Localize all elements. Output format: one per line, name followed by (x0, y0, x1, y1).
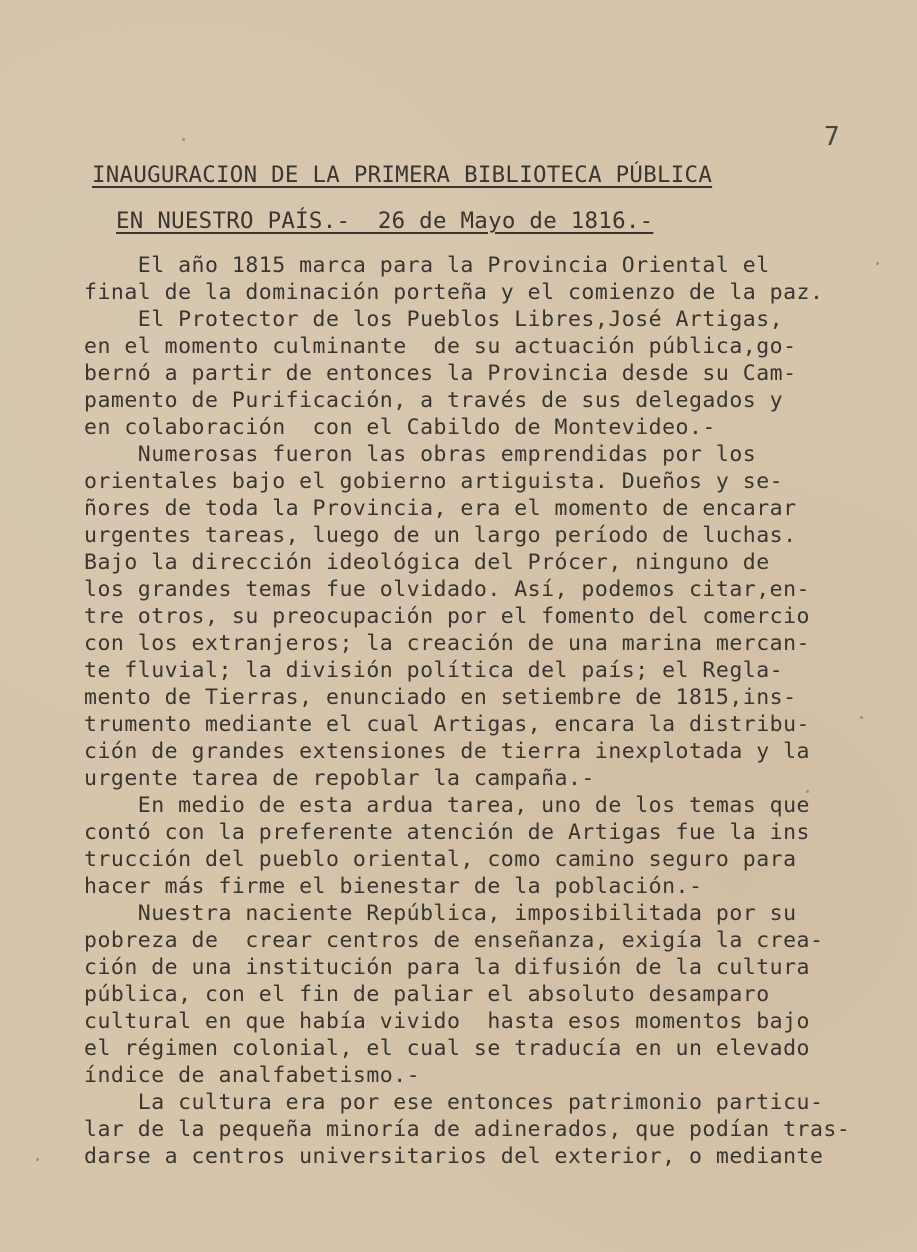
text-line: En medio de esta ardua tarea, uno de los temas que (84, 793, 810, 818)
paper-speck (876, 262, 879, 265)
text-line: bernó a partir de entonces la Provincia desde su Cam- (84, 361, 797, 386)
paper-speck (36, 1158, 39, 1161)
text-line: darse a centros universitarios del exterior, o mediante (84, 1144, 824, 1169)
text-line: trumento mediante el cual Artigas, encara la distribu- (84, 712, 810, 737)
text-line: La cultura era por ese entonces patrimonio particu- (84, 1090, 824, 1115)
document-title: INAUGURACION DE LA PRIMERA BIBLIOTECA PÚBLICA (92, 162, 713, 188)
paper-speck (182, 138, 185, 141)
text-line: tre otros, su preocupación por el fomento del comercio (84, 604, 810, 629)
text-line: El año 1815 marca para la Provincia Oriental el (84, 253, 770, 278)
page-number: 7 (824, 122, 840, 152)
text-line: ción de una institución para la difusión de la cultura (84, 955, 810, 980)
document-subtitle: EN NUESTRO PAÍS.- 26 de Mayo de 1816.- (116, 208, 654, 234)
text-line: El Protector de los Pueblos Libres,José Artigas, (84, 307, 784, 332)
text-line: el régimen colonial, el cual se traducía en un elevado (84, 1036, 810, 1061)
text-line: ñores de toda la Provincia, era el momento de encarar (84, 496, 797, 521)
text-line: te fluvial; la división política del país; el Regla- (84, 658, 784, 683)
text-line: lar de la pequeña minoría de adinerados, que podían tras- (84, 1117, 851, 1142)
text-line: urgente tarea de repoblar la campaña.- (84, 766, 595, 791)
text-line: en colaboración con el Cabildo de Montevideo.- (84, 415, 716, 440)
text-line: pobreza de crear centros de enseñanza, exigía la crea- (84, 928, 824, 953)
text-line: índice de analfabetismo.- (84, 1063, 421, 1088)
text-line: mento de Tierras, enunciado en setiembre de 1815,ins- (84, 685, 797, 710)
text-line: Nuestra naciente República, imposibilitada por su (84, 901, 797, 926)
text-line: contó con la preferente atención de Artigas fue la ins (84, 820, 810, 845)
text-line: trucción del pueblo oriental, como camino seguro para (84, 847, 797, 872)
text-line: Bajo la dirección ideológica del Prócer, ninguno de (84, 550, 770, 575)
text-line: urgentes tareas, luego de un largo período de luchas. (84, 523, 797, 548)
text-line: pública, con el fin de paliar el absoluto desamparo (84, 982, 770, 1007)
text-line: hacer más firme el bienestar de la población.- (84, 874, 703, 899)
text-line: ción de grandes extensiones de tierra inexplotada y la (84, 739, 810, 764)
text-line: Numerosas fueron las obras emprendidas por los (84, 442, 757, 467)
text-line: final de la dominación porteña y el comienzo de la paz. (84, 280, 824, 305)
paper-speck (860, 716, 863, 719)
paper-speck (806, 790, 809, 793)
text-line: los grandes temas fue olvidado. Así, podemos citar,en- (84, 577, 810, 602)
text-line: en el momento culminante de su actuación pública,go- (84, 334, 797, 359)
text-line: con los extranjeros; la creación de una marina mercan- (84, 631, 810, 656)
text-line: orientales bajo el gobierno artiguista. Dueños y se- (84, 469, 784, 494)
text-line: pamento de Purificación, a través de sus delegados y (84, 388, 784, 413)
text-line: cultural en que había vivido hasta esos momentos bajo (84, 1009, 810, 1034)
body-text (84, 252, 884, 1170)
